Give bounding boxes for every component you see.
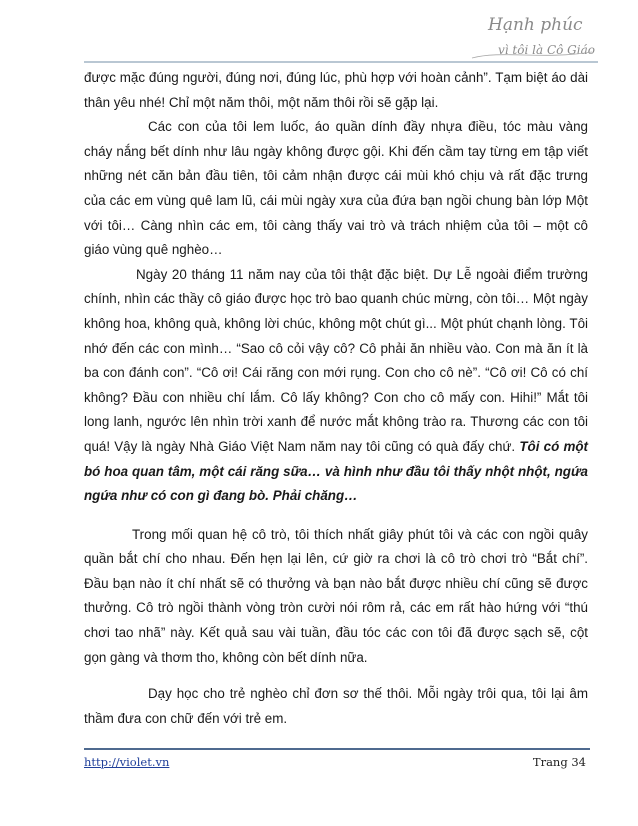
header-logo	[462, 6, 602, 62]
paragraph-4: Trong mối quan hệ cô trò, tôi thích nhất giây phút tôi và các con ngồi quây quần bắt chí cho nhau. Đến hẹn lại lên, cứ giờ ra chơi là cô trò chơi trò “Bắt chí”. Đầu bạn nào ít chí nhất sẽ có thưởng và bạn nào bắt được nhiều chí cũng sẽ được thưởng. Cô trò ngồi thành vòng tròn cười nói rôm rả, các em rất hào hứng với “thú chơi tao nhã” này. Kết quả sau vài tuần, đầu tóc các con tôi đã được sạch sẽ, cột gọn gàng và thơm tho, không còn bết dính nữa.	[84, 526, 588, 665]
paragraph-2: Các con của tôi lem luốc, áo quần dính đầy nhựa điều, tóc màu vàng cháy nắng bết dính như lâu ngày không được gội. Khi đến cầm tay từng em tập viết những nét căn bản đầu tiên, tôi cảm nhận được cái mùi khó chịu và rất đặc trưng của các em vùng quê lam lũ, cái mùi ngày xưa của đứa bạn ngồi chung bàn lớp Một với tôi… Càng nhìn các em, tôi càng thấy vai trò và trách nhiệm của tôi – một cô giáo vùng quê nghèo…	[84, 119, 588, 258]
document-body	[84, 66, 588, 731]
page-number: Trang 34	[532, 755, 586, 769]
footer-rule	[84, 748, 590, 750]
paragraph-5: Dạy học cho trẻ nghèo chỉ đơn sơ thế thôi. Mỗi ngày trôi qua, tôi lại âm thầm đưa con chữ đến với trẻ em.	[84, 686, 588, 726]
paragraph-3	[84, 263, 588, 509]
paragraph-1: được mặc đúng người, đúng nơi, đúng lúc, phù hợp với hoàn cảnh”. Tạm biệt áo dài thân yêu nhé! Chỉ một năm thôi, một năm thôi rồi sẽ gặp lại.	[84, 70, 588, 110]
footer-link[interactable]: http://violet.vn	[84, 755, 170, 769]
paragraph-3-text: Ngày 20 tháng 11 năm nay của tôi thật đặc biệt. Dự Lễ ngoài điểm trường chính, nhìn các thầy cô giáo được học trò bao quanh chúc mừng, còn tôi… Một ngày không hoa, không quà, không lời chúc, không một chút gì... Một phút chạnh lòng. Tôi nhớ đến các con mình… “Sao cô cỏi vậy cô? Cô phải ăn nhiều vào. Con mà ăn ít là ba con đánh con”. “Cô ơi! Cái răng con mới rụng. Con cho cô nè”. “Cô ơi! Cô có chí không? Đầu con nhiều chí lắm. Cô lấy không? Con cho cô mấy con. Hihi!” Mắt tôi long lanh, ngước lên nhìn trời xanh để nước mắt không trào ra. Thương các con tôi quá! Vậy là ngày Nhà Giáo Việt Nam năm nay tôi cũng có quà đấy chứ.	[84, 266, 588, 454]
logo-line2: vì tôi là Cô Giáo	[498, 43, 595, 57]
logo-line1: Hạnh phúc	[488, 15, 583, 35]
header-rule	[84, 61, 598, 63]
paragraph-3-emphasis: Tôi có một bó hoa quan tâm, một cái răng sữa… và hình như đầu tôi thấy nhột nhột, ngứa ngứa như có con gì đang bò. Phải chăng…	[84, 438, 588, 504]
